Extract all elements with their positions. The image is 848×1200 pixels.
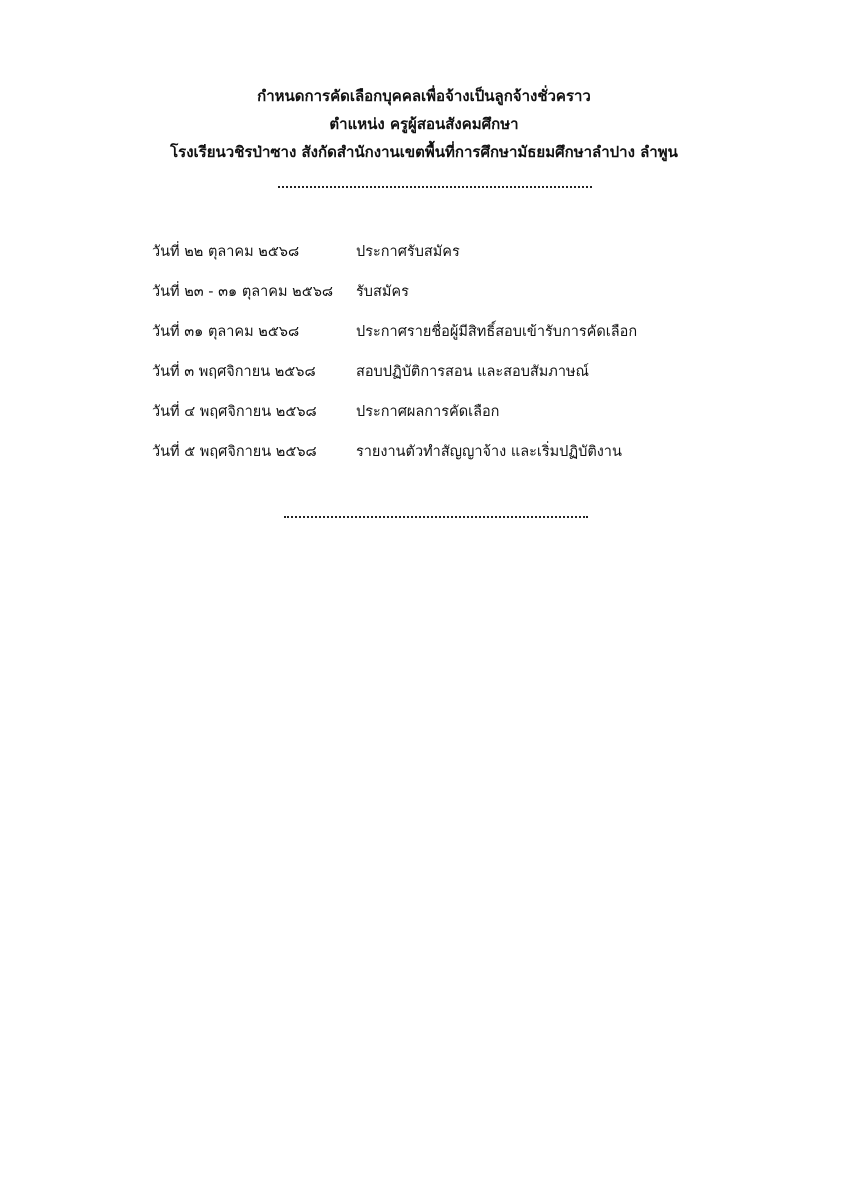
schedule-event: ประกาศรับสมัคร	[356, 244, 460, 260]
schedule-row	[152, 398, 752, 438]
schedule-date: วันที่ ๕ พฤศจิกายน ๒๕๖๘	[152, 444, 317, 460]
schedule-event: รายงานตัวทำสัญญาจ้าง และเริ่มปฏิบัติงาน	[356, 444, 622, 460]
position-title: ตำแหน่ง ครูผู้สอนสังคมศึกษา	[329, 115, 519, 133]
dotted-separator-bottom	[284, 516, 588, 518]
dotted-separator-top	[278, 186, 592, 188]
schedule-row	[152, 238, 752, 278]
schedule-date: วันที่ ๒๓ - ๓๑ ตุลาคม ๒๕๖๘	[152, 284, 334, 300]
schedule-row	[152, 318, 752, 358]
school-affiliation: โรงเรียนวชิรป่าซาง สังกัดสำนักงานเขตพื้นที่การศึกษามัธยมศึกษาลำปาง ลำพูน	[170, 143, 678, 161]
schedule-row	[152, 278, 752, 318]
schedule-list	[152, 238, 752, 478]
schedule-date: วันที่ ๓๑ ตุลาคม ๒๕๖๘	[152, 324, 300, 340]
schedule-event: รับสมัคร	[356, 284, 409, 300]
schedule-row	[152, 438, 752, 478]
schedule-date: วันที่ ๔ พฤศจิกายน ๒๕๖๘	[152, 404, 317, 420]
schedule-event: ประกาศผลการคัดเลือก	[356, 404, 500, 420]
schedule-date: วันที่ ๒๒ ตุลาคม ๒๕๖๘	[152, 244, 300, 260]
schedule-event: ประกาศรายชื่อผู้มีสิทธิ์สอบเข้ารับการคัดเลือก	[356, 324, 638, 340]
document-title: กำหนดการคัดเลือกบุคคลเพื่อจ้างเป็นลูกจ้างชั่วคราว	[257, 87, 591, 105]
schedule-event: สอบปฏิบัติการสอน และสอบสัมภาษณ์	[356, 364, 590, 380]
schedule-row	[152, 358, 752, 398]
schedule-date: วันที่ ๓ พฤศจิกายน ๒๕๖๘	[152, 364, 316, 380]
document-header	[0, 82, 848, 166]
